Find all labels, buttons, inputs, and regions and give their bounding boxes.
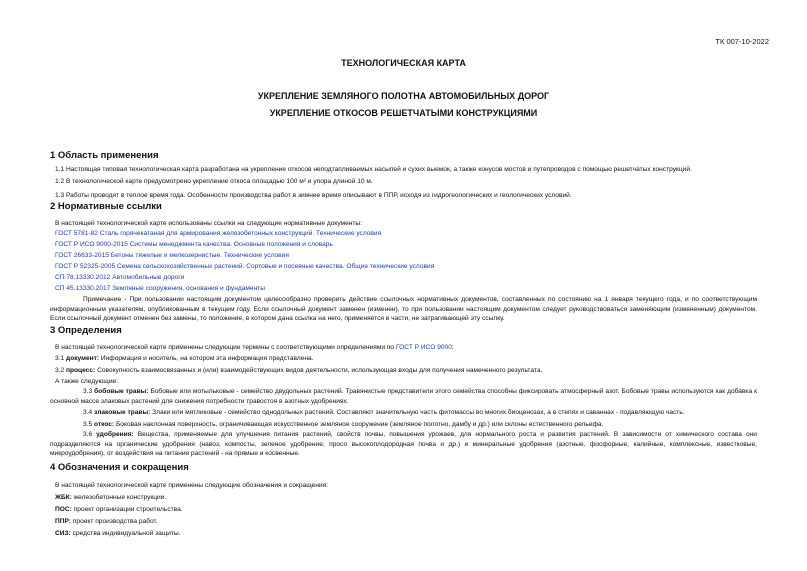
abbreviation-item: ПОС: проект организации строительства. bbox=[55, 506, 183, 513]
section-1-para-2: 1.2 В технологической карте предусмотрено укрепление откоса площадью 100 м² и упора длиной 10 м. bbox=[55, 178, 373, 185]
section-4-intro: В настоящей технологической карте применены следующие обозначения и сокращения: bbox=[55, 482, 328, 489]
definition-item: 3.1 документ: Информация и носитель, на котором эта информация представлена. bbox=[55, 355, 314, 362]
section-3-heading: 3 Определения bbox=[50, 325, 122, 336]
reference-link[interactable]: ГОСТ 26633-2015 Бетоны тяжелые и мелкозернистые. Технические условия bbox=[55, 252, 289, 259]
definition-also: А также следующие: bbox=[55, 378, 119, 385]
section-2-note: Примечание - При пользовании настоящим документом целесообразно проверить действие ссылочных нормативных документов, составленных по состоянию на 1 января текущего года, и по соответствующим информационным указателям, опубликованным в текущем году. Если ссылочный документ заменен (изменен), то при пользовании настоящим документом следует руководствоваться заменяющим (измененным) документом. Если ссылочный документ отменен без замены, то положение, в котором дана ссылка на него, применяется в части, не затрагивающей эту ссылку. bbox=[50, 296, 757, 322]
abbreviation-item: ППР: проект производства работ. bbox=[55, 518, 158, 525]
definition-item: 3.3 бобовые травы: Бобовые или мотыльковые - семейство двудольных растений. Травянистые представители этого семейства способны фиксировать атмосферный азот. Бобовые травы используются как добавка к основной массе злаковых растений для снижения потребности травостоя в азотных удобрениях. bbox=[50, 388, 757, 405]
document-title: ТЕХНОЛОГИЧЕСКАЯ КАРТА bbox=[341, 58, 466, 68]
section-2-heading: 2 Нормативные ссылки bbox=[50, 201, 162, 212]
reference-link[interactable]: ГОСТ 5781-82 Сталь горячекатаная для армирования железобетонных конструкций. Технические условия bbox=[55, 230, 382, 237]
document-subtitle-1: УКРЕПЛЕНИЕ ЗЕМЛЯНОГО ПОЛОТНА АВТОМОБИЛЬНЫХ ДОРОГ bbox=[257, 91, 550, 101]
reference-link[interactable]: ГОСТ Р ИСО 9000-2015 Системы менеджмента качества. Основные положения и словарь bbox=[55, 241, 333, 248]
section-2-intro: В настоящей технологической карте использованы ссылки на следующие нормативные документы: bbox=[55, 220, 362, 227]
section-3-intro: В настоящей технологической карте применены следующие термины с соответствующими определениями по ГОСТ Р ИСО 9000: bbox=[55, 344, 454, 351]
definition-item: 3.4 злаковые травы: Злаки или мятликовые - семейство однодольных растений. Составляют значительную часть фитомассы во многих биоценозах, а в степях и саваннах - подавляющую часть. bbox=[83, 409, 685, 416]
abbreviation-item: ЖБК: железобетонные конструкции. bbox=[55, 494, 167, 501]
definition-item: 3.5 откос: Боковая наклонная поверхность, ограничивающая искусственное земляное сооружение (земляное полотно, дамбу и др.) или склоны естественного рельефа. bbox=[83, 421, 604, 428]
definition-item: 3.6 удобрения: Вещества, применяемые для улучшения питания растений, свойств почвы, повышения урожаев, для нормального роста и развития растений. В зависимости от химического состава они подразделяются на органические удобрения (навоз, компосты, зеленое удобрение, просо высокоплодородная почва и др.) и минеральные удобрения (азотные, фосфорные, калийные, комплексные, известковые, микроудобрения), от воздействия на питание растений - на прямые и косвенные. bbox=[50, 431, 757, 457]
reference-link[interactable]: СП 45.13330.2017 Земляные сооружения, основания и фундаменты bbox=[55, 285, 265, 292]
document-subtitle-2: УКРЕПЛЕНИЕ ОТКОСОВ РЕШЕТЧАТЫМИ КОНСТРУКЦИЯМИ bbox=[269, 108, 538, 118]
definition-item: 3.2 процесс: Совокупность взаимосвязанных и (или) взаимодействующих видов деятельности, использующая входы для получения намеченного результата. bbox=[55, 367, 543, 374]
abbreviation-item: СИЗ: средства индивидуальной защиты. bbox=[55, 530, 181, 537]
reference-link[interactable]: СП 78.13330.2012 Автомобильные дороги bbox=[55, 274, 185, 281]
section-1-heading: 1 Область применения bbox=[50, 150, 159, 161]
reference-link[interactable]: ГОСТ Р 52325-2005 Семена сельскохозяйственных растений. Сортовые и посевные качества. Общие технические условия bbox=[55, 263, 435, 270]
document-code: ТК 007-10-2022 bbox=[715, 37, 769, 46]
section-1-para-1: 1.1 Настоящая типовая технологическая карта разработана на укрепление откосов неподтапливаемых насыпей и сухих выемок, а также конусов мостов и путепроводов с помощью решетчатых конструкций. bbox=[55, 166, 692, 173]
section-1-para-3: 1.3 Работы проводят в теплое время года. Особенности производства работ в зимнее время описывают в ППР, исходя из гидрогеологических и геологических условий. bbox=[55, 192, 572, 199]
gost-iso-9000-link[interactable]: ГОСТ Р ИСО 9000 bbox=[395, 344, 452, 351]
section-4-heading: 4 Обозначения и сокращения bbox=[50, 462, 189, 473]
